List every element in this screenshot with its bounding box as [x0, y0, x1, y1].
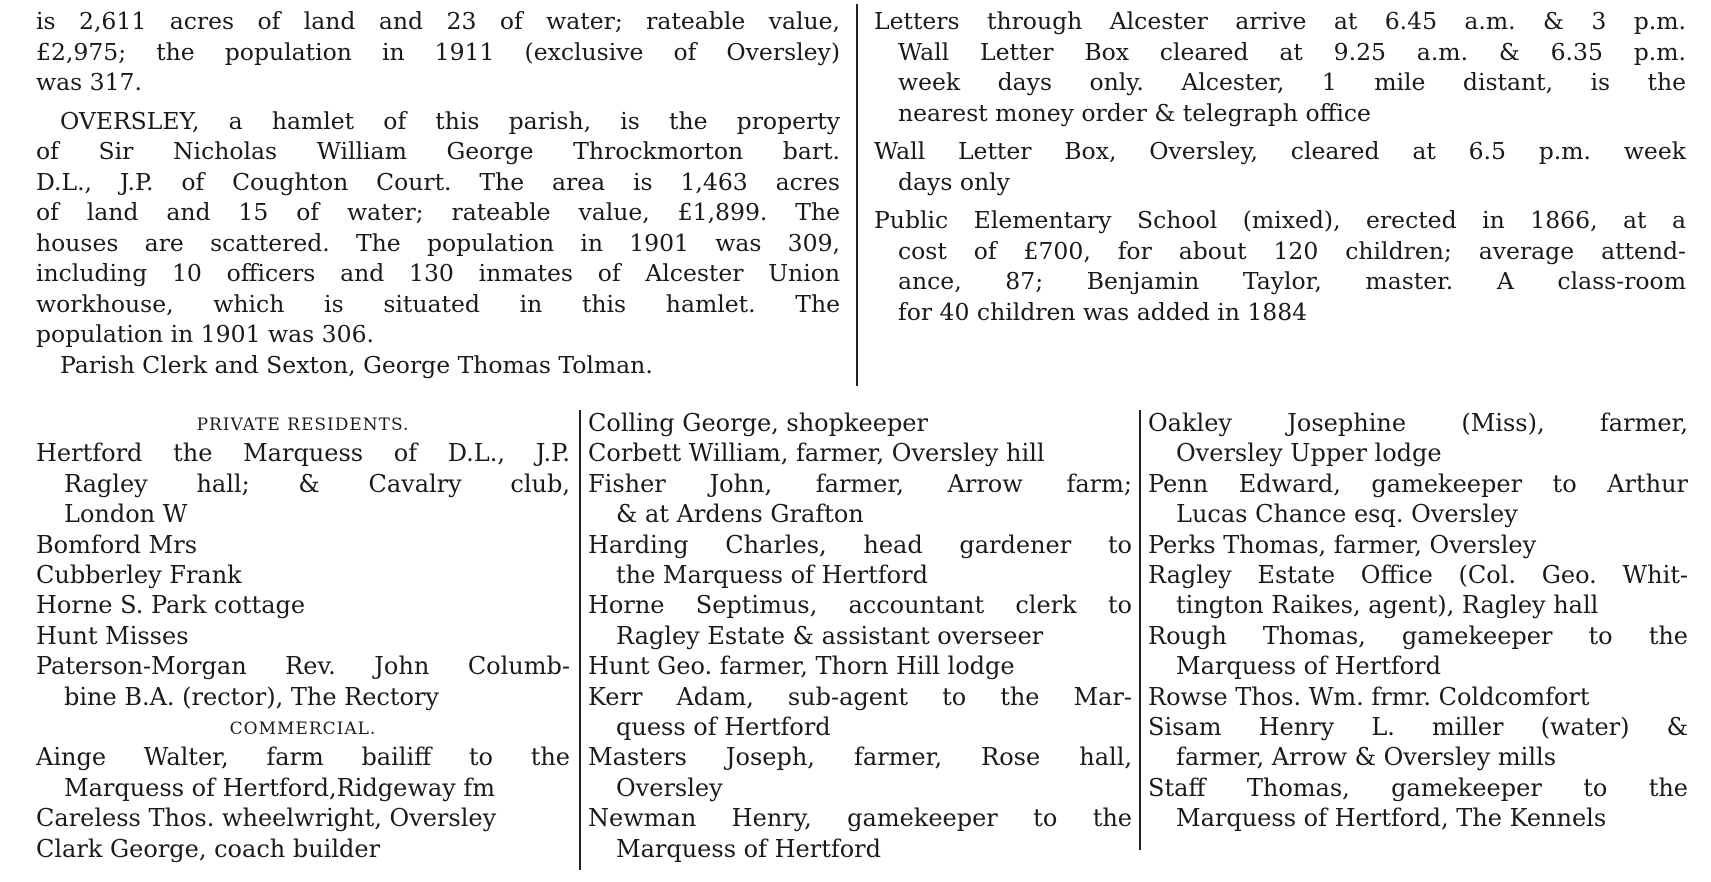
directory-entry — [1148, 682, 1688, 712]
entry-line: Cubberley Frank — [36, 561, 242, 590]
directory-entry — [36, 803, 570, 833]
directory-entry — [588, 530, 1132, 591]
directory-entry — [36, 621, 570, 651]
column-rule-2 — [1139, 410, 1141, 850]
text-line: was 317. — [36, 68, 142, 96]
entry-line: Horne Septimus, accountant clerk to — [588, 591, 1132, 620]
column-rule-1 — [579, 410, 581, 870]
directory-entry — [1148, 773, 1688, 834]
directory-entry — [36, 590, 570, 620]
oversley-paragraph — [36, 106, 840, 350]
column-rule-top — [856, 4, 858, 386]
entry-line: Perks Thomas, farmer, Oversley — [1148, 530, 1537, 559]
entry-line: Ragley Estate Office (Col. Geo. Whit- — [1148, 561, 1688, 590]
text-line: workhouse, which is situated in this hamlet. The — [36, 289, 840, 318]
school-paragraph — [874, 205, 1686, 327]
text-line: week days only. Alcester, 1 mile distant, is the — [898, 68, 1686, 96]
entry-line: Masters Joseph, farmer, Rose hall, — [588, 743, 1132, 772]
letters-paragraph — [874, 6, 1686, 128]
text-line: days only — [898, 167, 1010, 196]
text-line: including 10 officers and 130 inmates of Alcester Union — [36, 259, 840, 287]
entry-continuation: London W — [64, 500, 188, 529]
entry-line: Rowse Thos. Wm. frmr. Coldcomfort — [1148, 682, 1590, 711]
entry-line: Oakley Josephine (Miss), farmer, — [1148, 409, 1688, 437]
entry-line: Sisam Henry L. miller (water) & — [1148, 713, 1688, 742]
private-residents-list — [36, 438, 570, 712]
text-line: is 2,611 acres of land and 23 of water; rateable value, — [36, 7, 840, 35]
directory-entry — [1148, 712, 1688, 773]
entry-line: Horne S. Park cottage — [36, 591, 306, 620]
text-line: Letters through Alcester arrive at 6.45 a.m. & 3 p.m. — [874, 7, 1686, 35]
parish-description — [36, 6, 840, 380]
commercial-list — [1148, 408, 1688, 834]
entry-line: Kerr Adam, sub-agent to the Mar- — [588, 682, 1132, 711]
entry-line: Hertford the Marquess of D.L., J.P. — [36, 439, 570, 468]
entry-continuation: Ragley Estate & assistant overseer — [616, 621, 1044, 650]
entry-line: Colling George, shopkeeper — [588, 409, 928, 437]
directory-entry — [1148, 469, 1688, 530]
text-line: Wall Letter Box cleared at 9.25 a.m. & 6.35 p.m. — [898, 37, 1686, 66]
entry-continuation: tington Raikes, agent), Ragley hall — [1176, 591, 1599, 620]
commercial-list — [36, 742, 570, 864]
entry-line: Fisher John, farmer, Arrow farm; — [588, 469, 1132, 498]
text-line: houses are scattered. The population in 1901 was 309, — [36, 228, 840, 257]
directory-entry — [588, 469, 1132, 530]
directory-column-2 — [588, 408, 1132, 864]
entry-continuation: Marquess of Hertford — [616, 834, 882, 863]
entry-line: Hunt Misses — [36, 621, 189, 650]
directory-entry — [588, 742, 1132, 803]
entry-line: Penn Edward, gamekeeper to Arthur — [1148, 469, 1688, 498]
entry-continuation: & at Ardens Grafton — [616, 500, 864, 529]
postal-school-info — [874, 6, 1686, 327]
directory-entry — [588, 438, 1132, 468]
directory-entry — [36, 742, 570, 803]
text-line: of Sir Nicholas William George Throckmorton bart. — [36, 137, 840, 165]
entry-continuation: Marquess of Hertford — [1176, 652, 1442, 681]
text-line: nearest money order & telegraph office — [898, 98, 1371, 127]
entry-line: Corbett William, farmer, Oversley hill — [588, 439, 1045, 468]
text-line: Wall Letter Box, Oversley, cleared at 6.5 p.m. week — [874, 137, 1686, 165]
entry-line: Bomford Mrs — [36, 530, 198, 559]
entry-continuation: Oversley Upper lodge — [1176, 439, 1442, 468]
directory-entry — [588, 803, 1132, 864]
directory-entry — [588, 590, 1132, 651]
directory-entry — [1148, 530, 1688, 560]
text-line: £2,975; the population in 1911 (exclusive of Oversley) — [36, 37, 840, 66]
text-line: of land and 15 of water; rateable value, £1,899. The — [36, 198, 840, 226]
commercial-heading: COMMERCIAL. — [229, 719, 377, 740]
entry-continuation: Marquess of Hertford, The Kennels — [1176, 804, 1607, 833]
text-line: OVERSLEY, a hamlet of this parish, is the property — [60, 106, 840, 135]
entry-continuation: quess of Hertford — [616, 713, 831, 742]
entry-line: Hunt Geo. farmer, Thorn Hill lodge — [588, 652, 1015, 681]
entry-line: Careless Thos. wheelwright, Oversley — [36, 804, 497, 833]
entry-line: Newman Henry, gamekeeper to the — [588, 804, 1132, 833]
directory-entry — [1148, 621, 1688, 682]
parish-paragraph-1 — [36, 6, 840, 98]
directory-entry — [36, 438, 570, 529]
text-line: Public Elementary School (mixed), erected in 1866, at a — [874, 206, 1686, 234]
entry-line: Harding Charles, head gardener to — [588, 530, 1132, 559]
text-line: for 40 children was added in 1884 — [898, 297, 1308, 326]
text-line: ance, 87; Benjamin Taylor, master. A class-room — [898, 267, 1686, 295]
text-line: population in 1901 was 306. — [36, 320, 374, 348]
directory-entry — [36, 530, 570, 560]
entry-line: Staff Thomas, gamekeeper to the — [1148, 773, 1688, 802]
wall-box-paragraph — [874, 136, 1686, 197]
entry-line: Paterson-Morgan Rev. John Columb- — [36, 652, 570, 681]
text-line: D.L., J.P. of Coughton Court. The area is 1,463 acres — [36, 167, 840, 196]
entry-continuation: the Marquess of Hertford — [616, 561, 928, 590]
directory-entry — [588, 408, 1132, 438]
entry-line: Ainge Walter, farm bailiff to the — [36, 743, 570, 772]
entry-continuation: Oversley — [616, 773, 723, 802]
entry-line: Rough Thomas, gamekeeper to the — [1148, 621, 1688, 650]
directory-entry — [36, 834, 570, 864]
directory-entry — [588, 651, 1132, 681]
directory-column-1 — [36, 408, 570, 864]
directory-entry — [588, 682, 1132, 743]
entry-continuation: farmer, Arrow & Oversley mills — [1176, 743, 1557, 772]
directory-entry — [1148, 560, 1688, 621]
commercial-list — [588, 408, 1132, 864]
entry-continuation: bine B.A. (rector), The Rectory — [64, 682, 439, 711]
directory-entry — [36, 651, 570, 712]
private-residents-heading: PRIVATE RESIDENTS. — [196, 415, 410, 435]
entry-continuation: Ragley hall; & Cavalry club, — [64, 469, 570, 498]
text-line: cost of £700, for about 120 children; average attend- — [898, 236, 1686, 265]
directory-entry — [1148, 408, 1688, 469]
directory-column-3 — [1148, 408, 1688, 834]
directory-entry — [36, 560, 570, 590]
entry-line: Clark George, coach builder — [36, 834, 381, 863]
parish-clerk-line: Parish Clerk and Sexton, George Thomas Tolman. — [60, 350, 653, 379]
entry-continuation: Marquess of Hertford,Ridgeway fm — [64, 773, 496, 802]
entry-continuation: Lucas Chance esq. Oversley — [1176, 500, 1518, 529]
